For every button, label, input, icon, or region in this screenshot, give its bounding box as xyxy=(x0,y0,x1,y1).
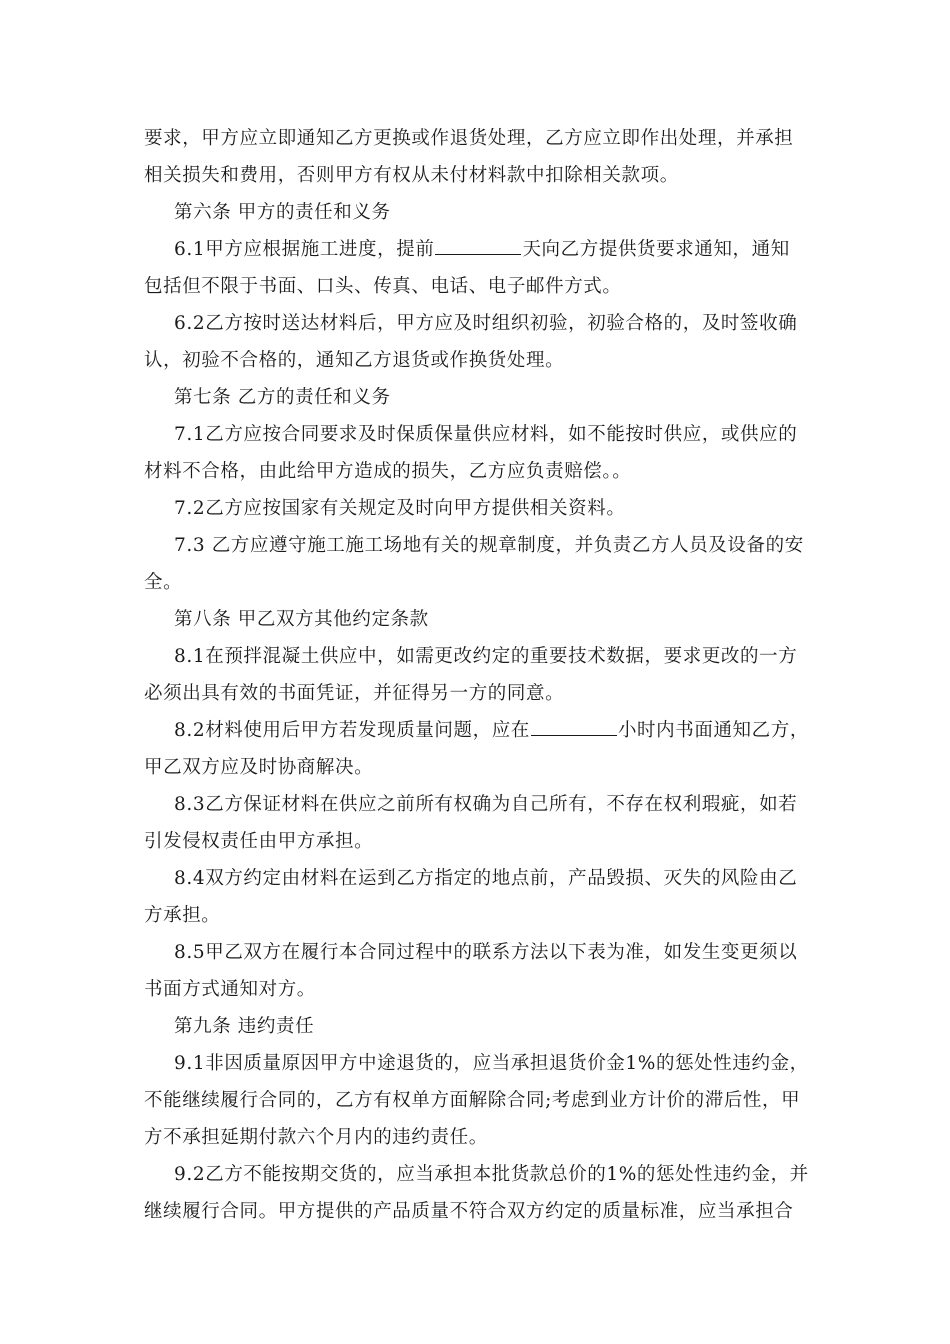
text-line: 书面方式通知对方。 xyxy=(144,979,316,1000)
text-line: 8.5甲乙双方在履行本合同过程中的联系方法以下表为准，如发生变更须以 xyxy=(174,942,798,963)
article-heading: 第八条 甲乙双方其他约定条款 xyxy=(174,609,429,630)
text-line: 方承担。 xyxy=(144,905,221,926)
text-fragment: 小时内书面通知乙方， xyxy=(617,720,809,741)
text-line: 甲乙双方应及时协商解决。 xyxy=(144,757,374,778)
text-line: 认，初验不合格的，通知乙方退货或作换货处理。 xyxy=(144,350,565,371)
article-heading: 第六条 甲方的责任和义务 xyxy=(174,202,391,223)
text-line: 8.3乙方保证材料在供应之前所有权确为自己所有，不存在权利瑕疵，如若 xyxy=(174,794,798,815)
text-line: 全。 xyxy=(144,572,183,593)
article-heading: 第九条 违约责任 xyxy=(174,1016,315,1037)
text-line: 要求，甲方应立即通知乙方更换或作退货处理，乙方应立即作出处理，并承担 xyxy=(144,128,794,149)
text-fragment: 8.2材料使用后甲方若发现质量问题，应在 xyxy=(174,720,530,741)
text-line: 8.4双方约定由材料在运到乙方指定的地点前，产品毁损、灭失的风险由乙 xyxy=(174,868,798,889)
text-line: 继续履行合同。甲方提供的产品质量不符合双方约定的质量标准，应当承担合 xyxy=(144,1201,794,1222)
text-line: 7.3 乙方应遵守施工施工场地有关的规章制度，并负责乙方人员及设备的安 xyxy=(174,535,804,556)
text-line: 相关损失和费用，否则甲方有权从未付材料款中扣除相关款项。 xyxy=(144,165,679,186)
text-line: 7.1乙方应按合同要求及时保质保量供应材料，如不能按时供应，或供应的 xyxy=(174,424,798,445)
text-line xyxy=(144,231,806,268)
text-line xyxy=(144,712,809,749)
text-line: 方不承担延期付款六个月内的违约责任。 xyxy=(144,1127,488,1148)
text-line: 6.2乙方按时送达材料后，甲方应及时组织初验，初验合格的，及时签收确 xyxy=(174,313,798,334)
text-line: 9.2乙方不能按期交货的，应当承担本批货款总价的1%的惩处性违约金，并 xyxy=(174,1164,809,1185)
article-heading: 第七条 乙方的责任和义务 xyxy=(174,387,391,408)
text-line: 7.2乙方应按国家有关规定及时向甲方提供相关资料。 xyxy=(174,498,626,519)
text-fragment: 6.1甲方应根据施工进度，提前 xyxy=(174,239,435,260)
fill-in-blank xyxy=(531,713,617,736)
text-line: 材料不合格，由此给甲方造成的损失，乙方应负责赔偿。。 xyxy=(144,461,632,482)
text-fragment: 天向乙方提供货要求通知，通知 xyxy=(522,239,790,260)
text-line: 包括但不限于书面、口头、传真、电话、电子邮件方式。 xyxy=(144,276,622,297)
document-body xyxy=(144,120,809,1230)
text-line: 不能继续履行合同的，乙方有权单方面解除合同;考虑到业方计价的滞后性，甲 xyxy=(144,1090,801,1111)
text-line: 8.1在预拌混凝土供应中，如需更改约定的重要技术数据，要求更改的一方 xyxy=(174,646,798,667)
text-line: 必须出具有效的书面凭证，并征得另一方的同意。 xyxy=(144,683,565,704)
fill-in-blank xyxy=(435,232,521,255)
text-line: 9.1非因质量原因甲方中途退货的，应当承担退货价金1%的惩处性违约金， xyxy=(174,1053,809,1074)
text-line: 引发侵权责任由甲方承担。 xyxy=(144,831,374,852)
